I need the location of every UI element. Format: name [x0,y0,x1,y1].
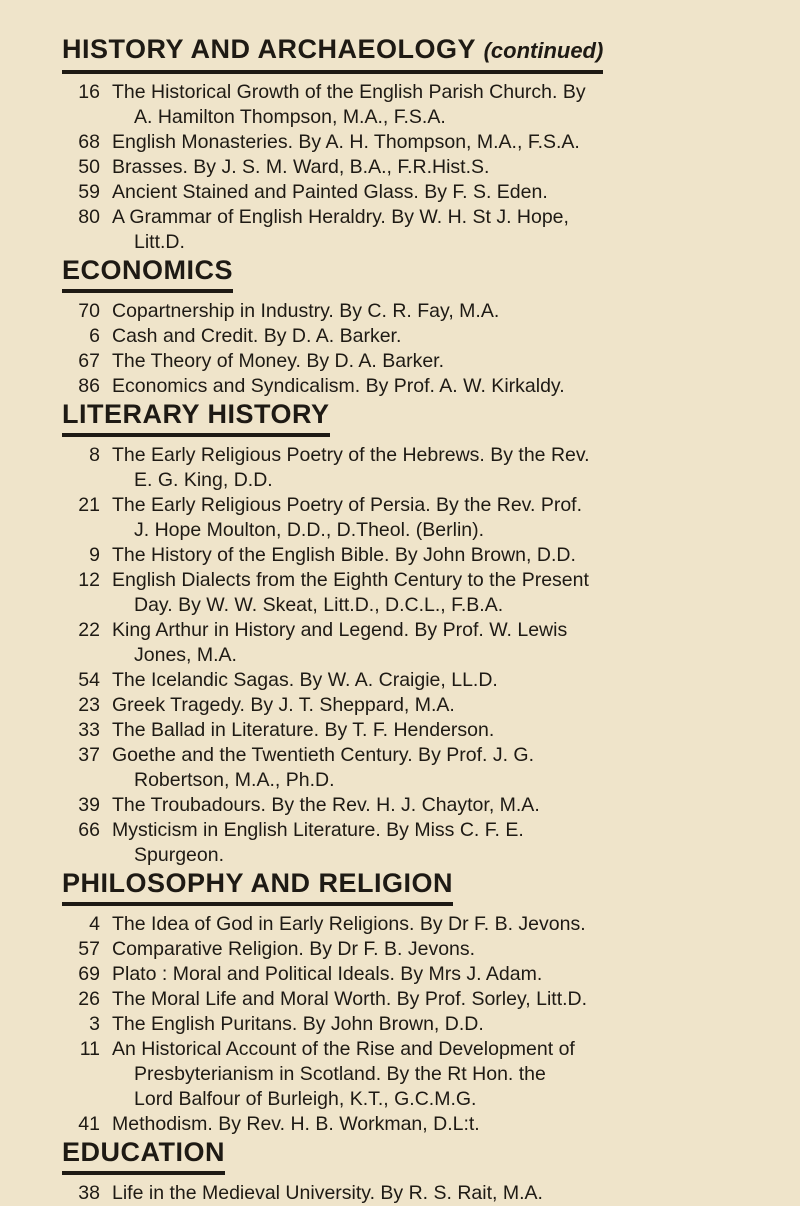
list-item [62,793,760,818]
entry-number: 50 [78,156,100,178]
list-item [62,205,760,255]
list-item [62,374,760,399]
entry-number: 6 [89,325,100,347]
section-heading: LITERARY HISTORY [62,399,330,429]
entry-number: 67 [78,350,100,372]
list-item [62,130,760,155]
entry-text: Life in the Medieval University. By R. S. Rait, M.A. [112,1182,543,1204]
list-item [62,987,760,1012]
entry-number: 37 [78,744,100,766]
continued-label: (continued) [483,38,604,63]
entry-text: Ancient Stained and Painted Glass. By F. S. Eden. [112,181,548,203]
entry-text: King Arthur in History and Legend. By Prof. W. Lewis Jones, M.A. [112,619,568,666]
entry-number: 54 [78,669,100,691]
heading-underline [62,1171,225,1175]
entry-number: 11 [79,1038,100,1060]
entry-number: 57 [78,938,100,960]
entry-number: 16 [78,81,100,103]
entry-text: Copartnership in Industry. By C. R. Fay, M.A. [112,300,500,322]
list-item [62,180,760,205]
entry-number: 9 [89,544,100,566]
list-item [62,718,760,743]
section-history-archaeology [62,34,760,255]
heading-underline [62,902,453,906]
entry-text: Goethe and the Twentieth Century. By Prof. J. G. Robertson, M.A., Ph.D. [112,744,535,791]
entry-text: The Icelandic Sagas. By W. A. Craigie, LL.D. [112,669,498,691]
list-item [62,1112,760,1137]
entry-number: 8 [89,444,100,466]
entry-text: The Moral Life and Moral Worth. By Prof. Sorley, Litt.D. [112,988,588,1010]
entry-text: The Early Religious Poetry of Persia. By the Rev. Prof. J. Hope Moulton, D.D., D.Theol. (Berlin). [112,494,582,541]
entry-text: Comparative Religion. By Dr F. B. Jevons. [112,938,476,960]
list-item [62,912,760,937]
list-item [62,743,760,793]
list-item [62,1037,760,1112]
entry-text: An Historical Account of the Rise and Development of Presbyterianism in Scotland. By the Rt Hon. the Lord Balfour of Burleigh, K.T., G.C.M.G. [112,1038,575,1110]
entry-text: English Monasteries. By A. H. Thompson, M.A., F.S.A. [112,131,580,153]
entry-text: Mysticism in English Literature. By Miss C. F. E. Spurgeon. [112,819,524,866]
section-philosophy-religion [62,868,760,1137]
entry-text: The Ballad in Literature. By T. F. Henderson. [112,719,495,741]
entry-number: 21 [78,494,100,516]
list-item [62,443,760,493]
entry-number: 66 [78,819,100,841]
list-item [62,299,760,324]
entry-text: The Troubadours. By the Rev. H. J. Chaytor, M.A. [112,794,540,816]
entry-text: A Grammar of English Heraldry. By W. H. St J. Hope, Litt.D. [112,206,569,253]
list-item [62,80,760,130]
list-item [62,693,760,718]
entry-number: 80 [78,206,100,228]
list-item [62,349,760,374]
section-heading: EDUCATION [62,1137,225,1167]
list-item [62,1181,760,1206]
entry-text: The English Puritans. By John Brown, D.D. [112,1013,484,1035]
entry-text: Greek Tragedy. By J. T. Sheppard, M.A. [112,694,455,716]
section-heading: HISTORY AND ARCHAEOLOGY (continued) [62,34,604,64]
entry-text: The Idea of God in Early Religions. By Dr F. B. Jevons. [112,913,586,935]
heading-underline [62,433,330,437]
entry-number: 69 [78,963,100,985]
entry-number: 12 [78,569,100,591]
list-item [62,155,760,180]
entry-text: The Theory of Money. By D. A. Barker. [112,350,445,372]
entry-text: Methodism. By Rev. H. B. Workman, D.L:t. [112,1113,480,1135]
section-economics [62,255,760,399]
entry-text: Brasses. By J. S. M. Ward, B.A., F.R.Hist.S. [112,156,490,178]
list-item [62,493,760,543]
entry-number: 33 [78,719,100,741]
list-item [62,543,760,568]
list-item [62,668,760,693]
entry-number: 39 [78,794,100,816]
entry-number: 38 [78,1182,100,1204]
section-education [62,1137,760,1206]
entry-number: 59 [78,181,100,203]
list-item [62,568,760,618]
list-item [62,818,760,868]
list-item [62,324,760,349]
entry-text: The History of the English Bible. By John Brown, D.D. [112,544,576,566]
heading-underline [62,289,233,293]
list-item [62,962,760,987]
entry-text: Cash and Credit. By D. A. Barker. [112,325,402,347]
entry-text: Plato : Moral and Political Ideals. By Mrs J. Adam. [112,963,543,985]
entry-text: The Early Religious Poetry of the Hebrews. By the Rev. E. G. King, D.D. [112,444,590,491]
entry-number: 4 [89,913,100,935]
list-item [62,937,760,962]
entry-text: English Dialects from the Eighth Century to the Present Day. By W. W. Skeat, Litt.D., D.C.L., F.B.A. [112,569,589,616]
entry-number: 68 [78,131,100,153]
entry-number: 41 [78,1113,100,1135]
entry-number: 23 [78,694,100,716]
list-item [62,1012,760,1037]
section-heading: ECONOMICS [62,255,234,285]
entry-number: 70 [78,300,100,322]
entry-number: 3 [89,1013,100,1035]
entry-text: The Historical Growth of the English Parish Church. By A. Hamilton Thompson, M.A., F.S.A. [112,81,586,128]
entry-number: 86 [78,375,100,397]
section-heading: PHILOSOPHY AND RELIGION [62,868,454,898]
section-literary-history [62,399,760,868]
entry-number: 26 [78,988,100,1010]
heading-underline [62,70,603,74]
entry-number: 22 [78,619,100,641]
list-item [62,618,760,668]
entry-text: Economics and Syndicalism. By Prof. A. W. Kirkaldy. [112,375,565,397]
